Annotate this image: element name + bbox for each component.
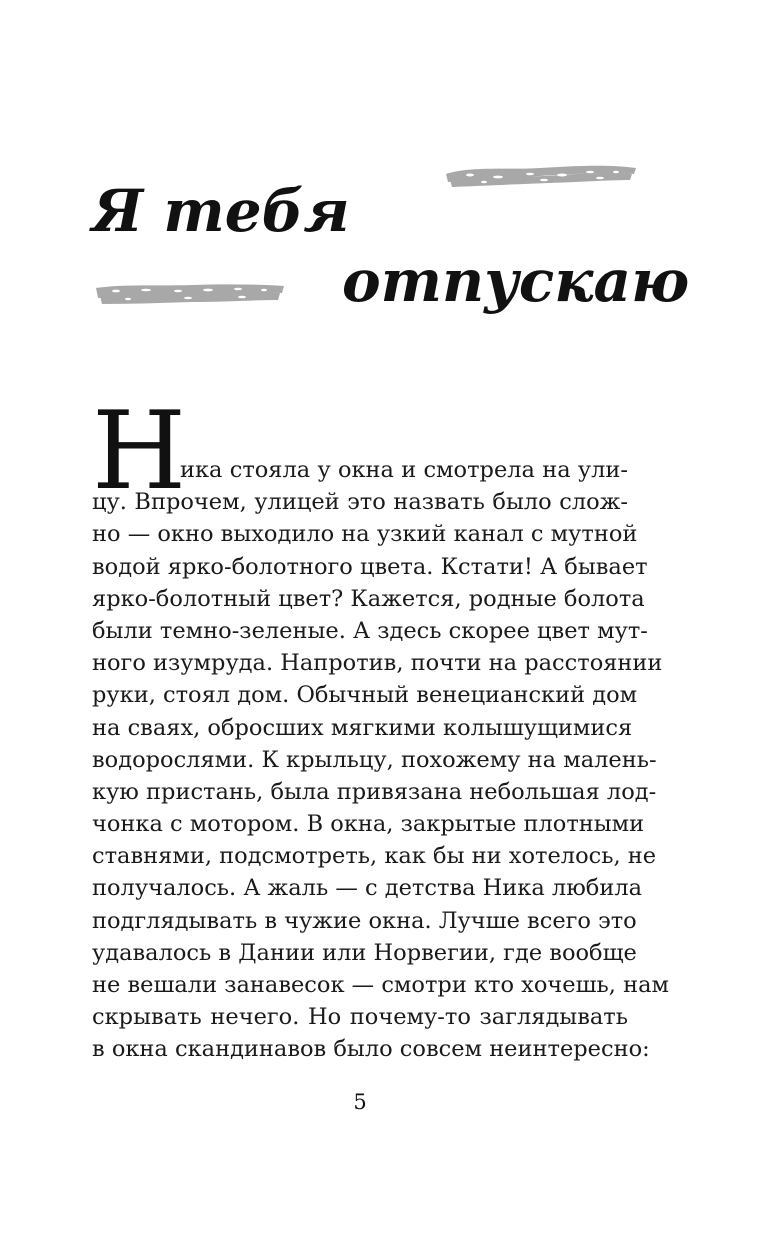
text-line: ставнями, подсмотреть, как бы ни хотелось, не (92, 843, 657, 870)
text-line: в окна скандинавов было совсем неинтересно: (92, 1036, 650, 1063)
chapter-title-line-2: отпускаю (342, 247, 690, 315)
text-line: скрывать нечего. Но почему-то заглядывать (92, 1004, 628, 1031)
text-line: получалось. А жаль — с детства Ника любила (92, 875, 643, 902)
text-line: ярко-болотный цвет? Кажется, родные болота (92, 585, 645, 612)
text-line: цу. Впрочем, улицей это назвать было слож- (92, 489, 628, 516)
text-line: водой ярко-болотного цвета. Кстати! А бывает (92, 553, 648, 580)
page-number: 5 (353, 1090, 367, 1114)
text-line: удавалось в Дании или Норвегии, где вообще (92, 939, 637, 966)
text-line: были темно-зеленые. А здесь скорее цвет мут- (92, 617, 648, 644)
text-line: чонка с мотором. В окна, закрытые плотными (92, 811, 645, 838)
text-line: водорослями. К крыльцу, похожему на малень- (92, 746, 657, 773)
text-line: руки, стоял дом. Обычный венецианский дом (92, 682, 638, 709)
text-line: ного изумруда. Напротив, почти на расстоянии (92, 650, 663, 677)
text-line: кую пристань, была привязана небольшая лод- (92, 778, 657, 805)
brush-stroke-top-decoration (440, 160, 640, 194)
text-line: ика стояла у окна и смотрела на ули- (180, 457, 628, 483)
drop-cap: Н (92, 389, 187, 514)
text-line: подглядывать в чужие окна. Лучше всего это (92, 907, 637, 934)
body-text (92, 454, 669, 1066)
brush-stroke-bottom-decoration (92, 278, 288, 312)
text-line: не вешали занавесок — смотри кто хочешь, нам (92, 972, 669, 998)
text-line: на сваях, обросших мягкими колышущимися (92, 714, 633, 741)
chapter-title-line-1: Я тебя (92, 177, 350, 245)
text-line: но — окно выходило на узкий канал с мутной (92, 521, 638, 548)
